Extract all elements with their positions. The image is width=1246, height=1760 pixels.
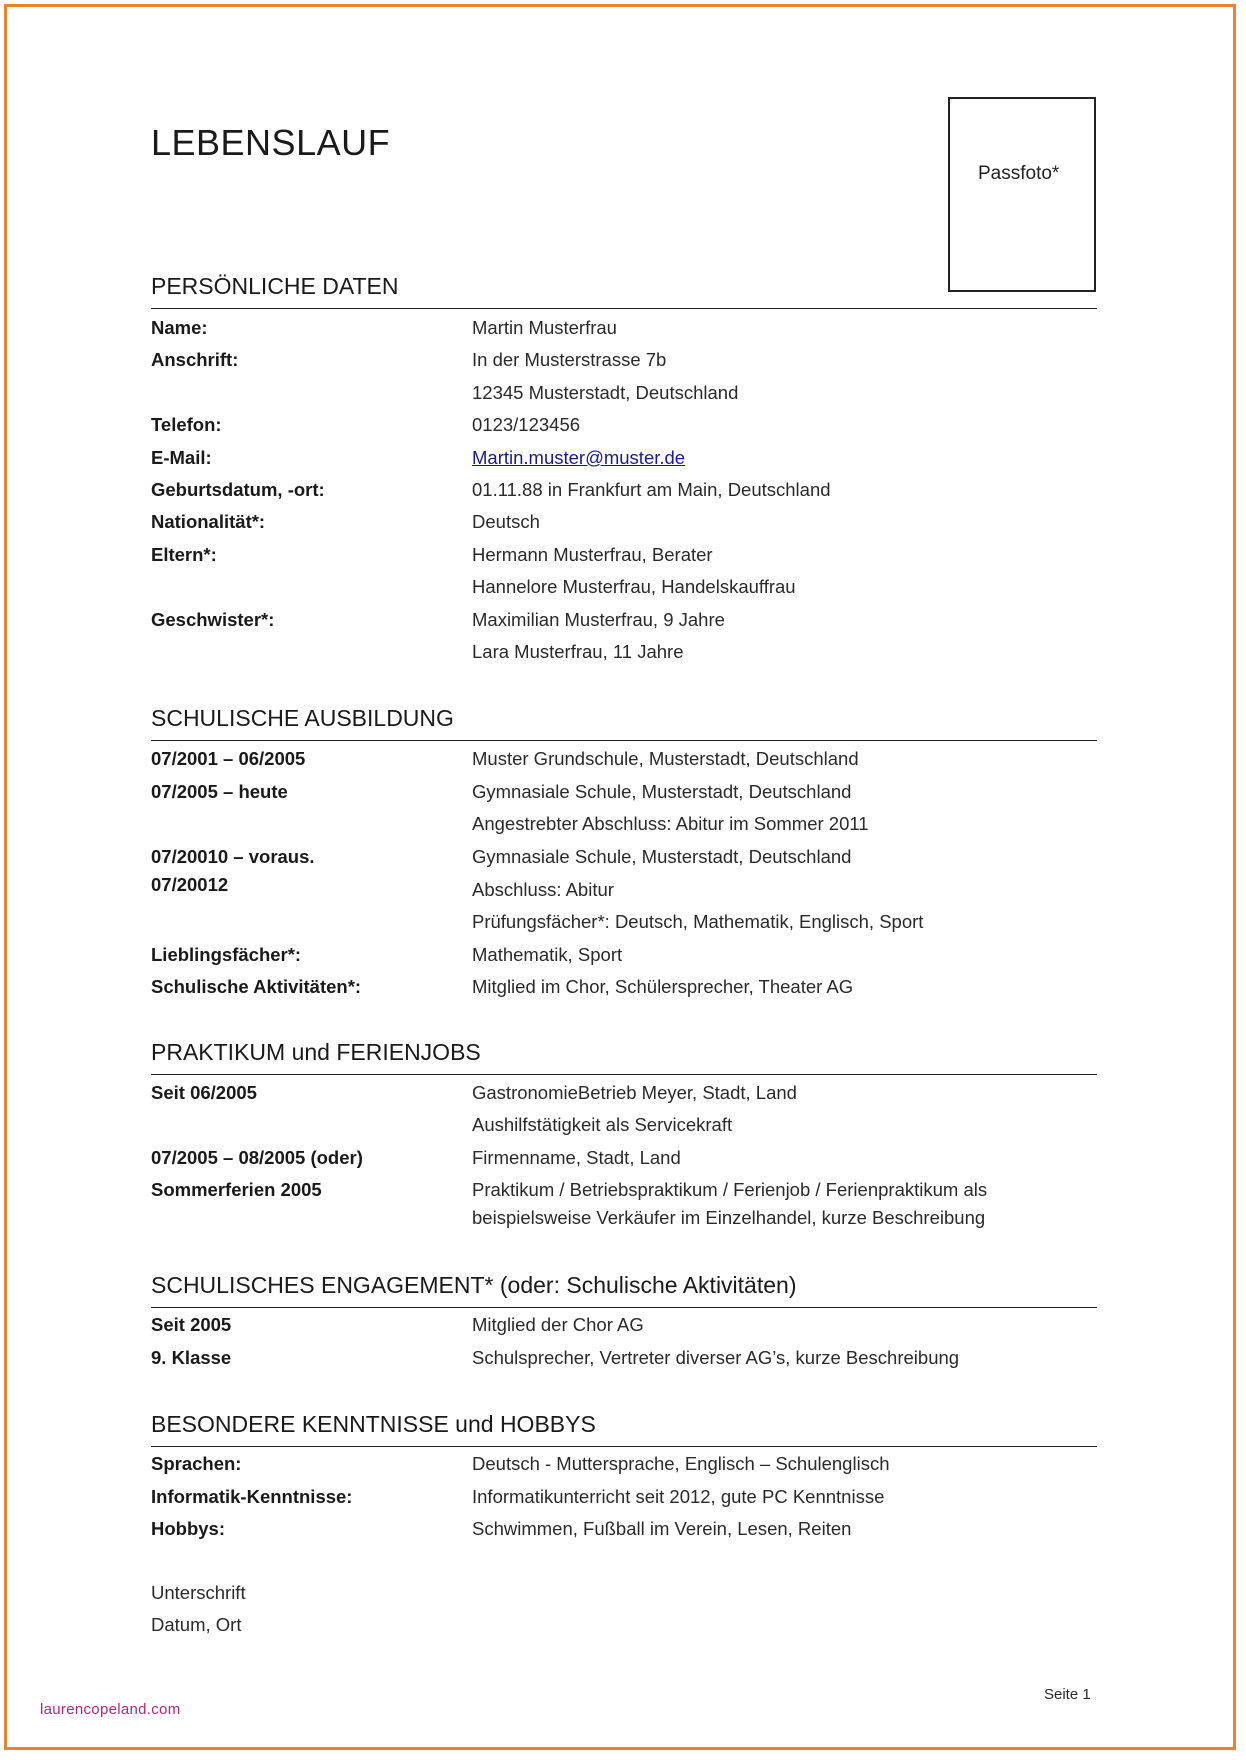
label-address: Anschrift: [151, 349, 239, 370]
value-birth: 01.11.88 in Frankfurt am Main, Deutschland [472, 479, 831, 500]
label-birth: Geburtsdatum, -ort: [151, 479, 325, 500]
section-title-jobs: PRAKTIKUM und FERIENJOBS [151, 1039, 481, 1065]
label-school-activities: Schulische Aktivitäten*: [151, 976, 362, 997]
label-hobbies: Hobbys: [151, 1518, 225, 1539]
section-title-skills: BESONDERE KENNTNISSE und HOBBYS [151, 1411, 596, 1437]
section-divider [151, 1446, 1097, 1447]
value-school-2-detail: Angestrebter Abschluss: Abitur im Sommer 2011 [472, 813, 869, 834]
section-title-school: SCHULISCHE AUSBILDUNG [151, 705, 454, 731]
value-job-2: Firmenname, Stadt, Land [472, 1147, 681, 1168]
label-email: E-Mail: [151, 447, 212, 468]
label-siblings: Geschwister*: [151, 609, 275, 630]
label-school-period-2: 07/2005 – heute [151, 781, 288, 802]
value-engagement-1: Mitglied der Chor AG [472, 1314, 644, 1335]
value-job-1-detail: Aushilfstätigkeit als Servicekraft [472, 1114, 733, 1135]
value-name: Martin Musterfrau [472, 317, 617, 338]
section-divider [151, 1074, 1097, 1075]
value-engagement-2: Schulsprecher, Vertreter diverser AG’s, kurze Beschreibung [472, 1347, 960, 1368]
label-phone: Telefon: [151, 414, 222, 435]
value-parent-2: Hannelore Musterfrau, Handelskauffrau [472, 576, 796, 597]
value-school-1: Muster Grundschule, Musterstadt, Deutschland [472, 748, 859, 769]
value-school-2: Gymnasiale Schule, Musterstadt, Deutschland [472, 781, 852, 802]
page-number: Seite 1 [1044, 1686, 1091, 1703]
passport-photo-placeholder [948, 97, 1096, 292]
value-school-3-subjects: Prüfungsfächer*: Deutsch, Mathematik, Englisch, Sport [472, 911, 924, 932]
label-school-period-3: 07/20010 – voraus. [151, 846, 315, 867]
label-it-skills: Informatik-Kenntnisse: [151, 1486, 353, 1507]
value-parent-1: Hermann Musterfrau, Berater [472, 544, 713, 565]
value-school-activities: Mitglied im Chor, Schülersprecher, Theater AG [472, 976, 854, 997]
watermark-text: laurencopeland.com [40, 1701, 181, 1718]
value-languages: Deutsch - Muttersprache, Englisch – Schulenglisch [472, 1453, 890, 1474]
section-divider [151, 740, 1097, 741]
label-job-period-1: Seit 06/2005 [151, 1082, 257, 1103]
value-address-line1: In der Musterstrasse 7b [472, 349, 667, 370]
section-title-engagement: SCHULISCHES ENGAGEMENT* (oder: Schulische Aktivitäten) [151, 1272, 797, 1298]
label-school-period-3b: 07/20012 [151, 874, 229, 895]
section-divider [151, 1307, 1097, 1308]
label-engagement-1: Seit 2005 [151, 1314, 232, 1335]
label-job-period-2: 07/2005 – 08/2005 (oder) [151, 1147, 363, 1168]
label-parents: Eltern*: [151, 544, 217, 565]
section-title-personal: PERSÖNLICHE DATEN [151, 273, 399, 299]
section-divider [151, 308, 1097, 309]
value-favorite-subjects: Mathematik, Sport [472, 944, 623, 965]
photo-label: Passfoto* [978, 163, 1060, 184]
label-name: Name: [151, 317, 208, 338]
value-job-3: Praktikum / Betriebspraktikum / Ferienjob / Ferienpraktikum als [472, 1179, 988, 1200]
value-job-1: GastronomieBetrieb Meyer, Stadt, Land [472, 1082, 797, 1103]
label-languages: Sprachen: [151, 1453, 242, 1474]
value-school-3-degree: Abschluss: Abitur [472, 879, 614, 900]
label-engagement-2: 9. Klasse [151, 1347, 232, 1368]
value-sibling-1: Maximilian Musterfrau, 9 Jahre [472, 609, 725, 630]
value-phone: 0123/123456 [472, 414, 581, 435]
label-school-period-1: 07/2001 – 06/2005 [151, 748, 306, 769]
value-it-skills: Informatikunterricht seit 2012, gute PC Kenntnisse [472, 1486, 885, 1507]
value-school-3: Gymnasiale Schule, Musterstadt, Deutschland [472, 846, 852, 867]
value-address-line2: 12345 Musterstadt, Deutschland [472, 382, 739, 403]
value-nationality: Deutsch [472, 511, 540, 532]
email-link[interactable]: Martin.muster@muster.de [472, 447, 686, 468]
signature-label: Unterschrift [151, 1582, 246, 1603]
label-job-period-3: Sommerferien 2005 [151, 1179, 322, 1200]
value-job-3-detail: beispielsweise Verkäufer im Einzelhandel, kurze Beschreibung [472, 1207, 986, 1228]
label-favorite-subjects: Lieblingsfächer*: [151, 944, 302, 965]
date-place-label: Datum, Ort [151, 1614, 242, 1635]
value-hobbies: Schwimmen, Fußball im Verein, Lesen, Reiten [472, 1518, 852, 1539]
label-nationality: Nationalität*: [151, 511, 266, 532]
value-sibling-2: Lara Musterfrau, 11 Jahre [472, 641, 684, 662]
document-title: LEBENSLAUF [151, 122, 391, 163]
